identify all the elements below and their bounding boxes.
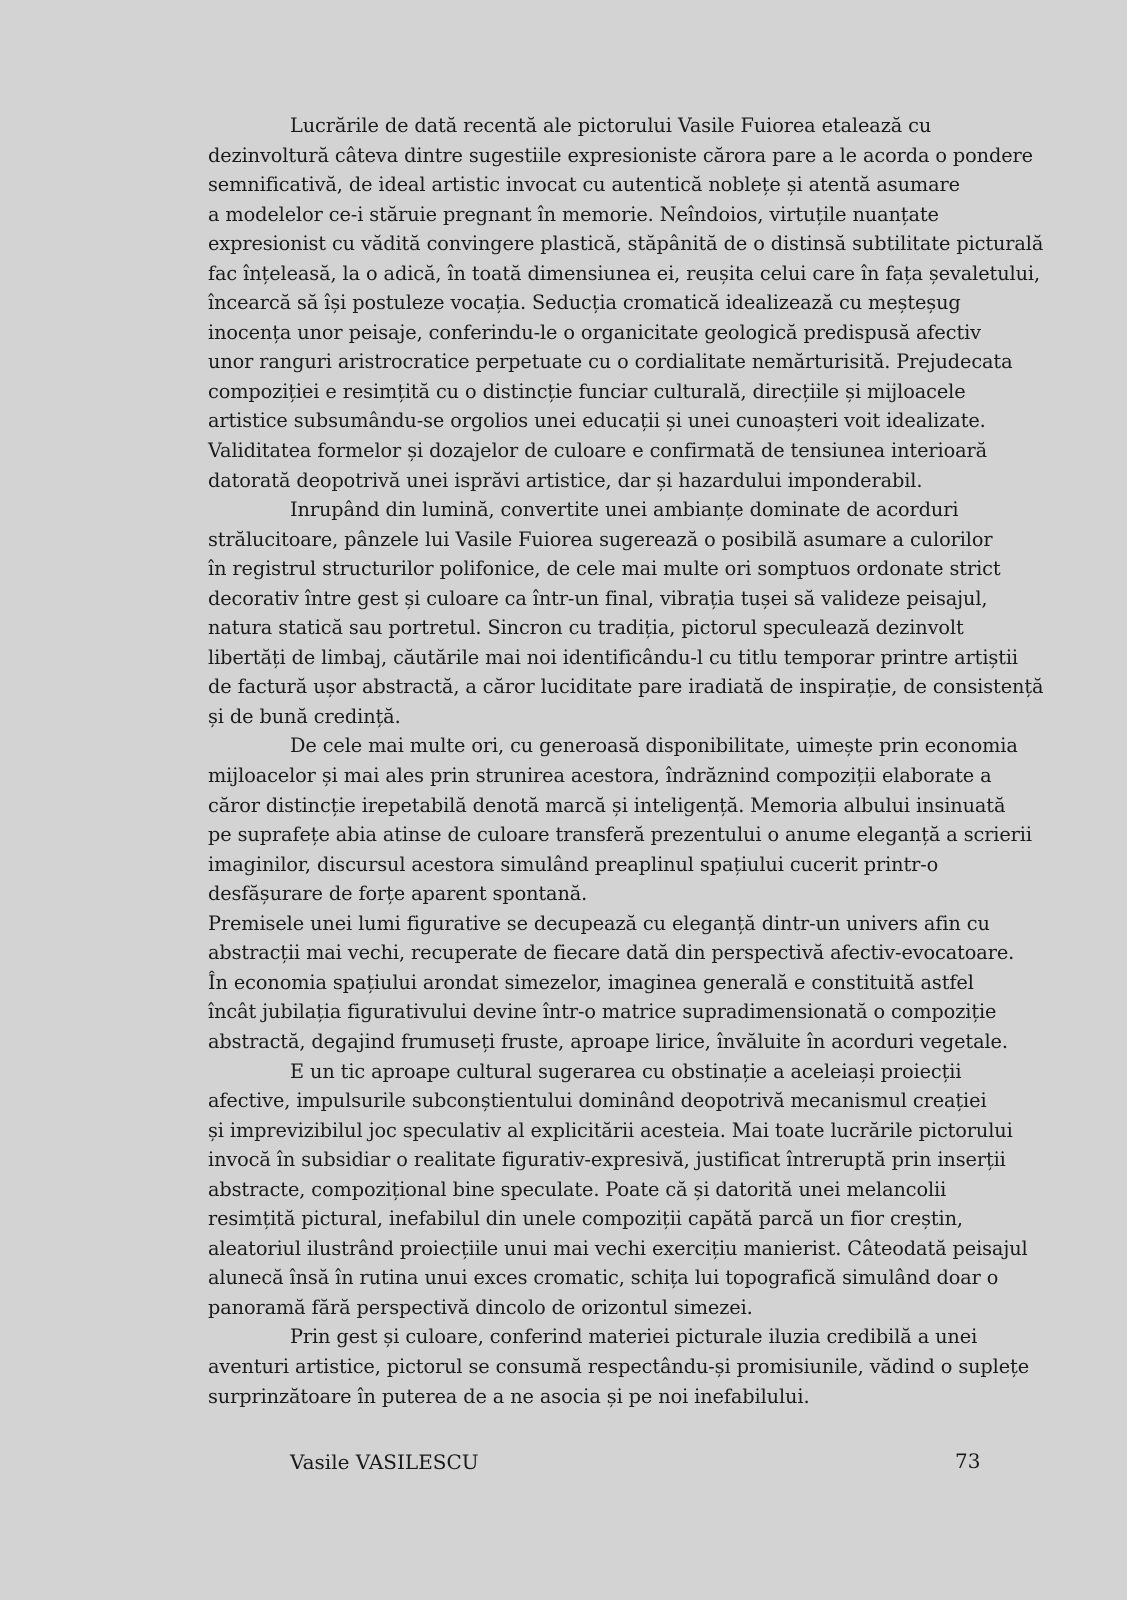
text-line: surprinzătoare în puterea de a ne asocia și pe noi inefabilului. [208, 1384, 810, 1408]
paragraph [208, 1322, 1060, 1411]
paragraph [208, 111, 1060, 495]
text-line: semnificativă, de ideal artistic invocat cu autentică noblețe și atentă asumare [208, 173, 960, 197]
text-line: Prin gest și culoare, conferind materiei picturale iluzia credibilă a unei [290, 1325, 978, 1349]
text-line: în registrul structurilor polifonice, de cele mai multe ori somptuos ordonate strict [208, 557, 1001, 581]
text-line: și imprevizibilul joc speculativ al explicitării acesteia. Mai toate lucrările pictorului [208, 1118, 1013, 1142]
text-line: inocența unor peisaje, conferindu-le o organicitate geologică predispusă afectiv [208, 320, 981, 344]
text-line: unor ranguri aristrocratice perpetuate cu o cordialitate nemărturisită. Prejudecata [208, 350, 1013, 374]
text-line: abstracții mai vechi, recuperate de fiecare dată din perspectivă afectiv-evocatoare. [208, 941, 1015, 965]
text-line: De cele mai multe ori, cu generoasă disponibilitate, uimește prin economia [290, 734, 1018, 758]
text-line: expresionist cu vădită convingere plastică, stăpânită de o distinsă subtilitate picturală [208, 232, 1044, 256]
text-line: încât jubilația figurativului devine într-o matrice supradimensionată o compoziție [208, 1000, 997, 1024]
text-line: strălucitoare, pânzele lui Vasile Fuiorea sugerează o posibilă asumare a culorilor [208, 527, 993, 551]
paragraph [208, 731, 1060, 908]
text-line: E un tic aproape cultural sugerarea cu obstinație a aceleiași proiecții [290, 1059, 962, 1083]
text-line: căror distincție irepetabilă denotă marcă și inteligență. Memoria albului insinuată [208, 793, 1006, 817]
text-line: pe suprafețe abia atinse de culoare transferă prezentului o anume eleganță a scrierii [208, 823, 1032, 847]
text-line: afective, impulsurile subconștientului dominând deopotrivă mecanismul creației [208, 1089, 987, 1113]
text-line: desfășurare de forțe aparent spontană. [208, 882, 588, 906]
paragraph [208, 495, 1060, 731]
text-line: panoramă fără perspectivă dincolo de orizontul simezei. [208, 1295, 753, 1319]
text-line: aventuri artistice, pictorul se consumă respectându-și promisiunile, vădind o suplețe [208, 1354, 1030, 1378]
text-line: Inrupând din lumină, convertite unei ambianțe dominate de acorduri [290, 498, 959, 522]
text-line: de factură ușor abstractă, a căror luciditate pare iradiată de inspirație, de consistență [208, 675, 1044, 699]
text-line: decorativ între gest și culoare ca într-un final, vibrația tușei să valideze peisajul, [208, 586, 988, 610]
text-line: abstracte, compozițional bine speculate. Poate că și datorită unei melancolii [208, 1177, 947, 1201]
text-line: datorată deopotrivă unei isprăvi artistice, dar și hazardului imponderabil. [208, 468, 923, 492]
text-line: Lucrările de dată recentă ale pictorului Vasile Fuiorea etalează cu [290, 114, 932, 137]
text-line: încearcă să își postuleze vocația. Seducția cromatică idealizează cu meșteșug [208, 291, 961, 315]
text-line: mijloacelor și mai ales prin strunirea acestora, îndrăznind compoziții elaborate a [208, 764, 992, 788]
text-line: artistice subsumându-se orgolios unei educații și unei cunoașteri voit idealizate. [208, 409, 986, 433]
text-line: natura statică sau portretul. Sincron cu tradiția, pictorul speculează dezinvolt [208, 616, 964, 640]
text-line: alunecă însă în rutina unui exces cromatic, schița lui topografică simulând doar o [208, 1266, 999, 1290]
text-line: a modelelor ce-i stăruie pregnant în memorie. Neîndoios, virtuțile nuanțate [208, 202, 939, 226]
text-line: resimțită pictural, inefabilul din unele compoziții capătă parcă un fior creștin, [208, 1207, 963, 1231]
text-line: fac înțeleasă, la o adică, în toată dimensiunea ei, reușita celui care în fața șevaletului, [208, 261, 1040, 285]
text-line: libertăți de limbaj, căutările mai noi identificându-l cu titlu temporar printre artiștii [208, 645, 1018, 669]
text-line: În economia spațiului arondat simezelor, imaginea generală e constituită astfel [208, 970, 974, 994]
paragraph [208, 909, 1060, 1057]
text-line: și de bună credință. [208, 704, 401, 728]
text-line: abstractă, degajind frumuseți fruste, aproape lirice, învăluite în acorduri vegetale. [208, 1029, 1008, 1053]
text-line: Validitatea formelor și dozajelor de culoare e confirmată de tensiunea interioară [208, 439, 987, 463]
text-line: Premisele unei lumi figurative se decupează cu eleganță dintr-un univers afin cu [208, 911, 990, 935]
text-line: dezinvoltură câteva dintre sugestiile expresioniste cărora pare a le acorda o pondere [208, 143, 1033, 167]
page-number: 73 [955, 1449, 981, 1473]
body-text [208, 111, 1060, 1411]
text-line: invocă în subsidiar o realitate figurativ-expresivă, justificat întreruptă prin inserții [208, 1148, 1006, 1172]
text-line: compoziției e resimțită cu o distincție funciar culturală, direcțiile și mijloacele [208, 379, 966, 403]
text-line: imaginilor, discursul acestora simulând preaplinul spațiului cucerit printr-o [208, 852, 939, 876]
author-signature: Vasile VASILESCU [290, 1450, 479, 1474]
paragraph [208, 1057, 1060, 1323]
text-line: aleatoriul ilustrând proiecțiile unui mai vechi exercițiu manierist. Câteodată peisajul [208, 1236, 1028, 1260]
